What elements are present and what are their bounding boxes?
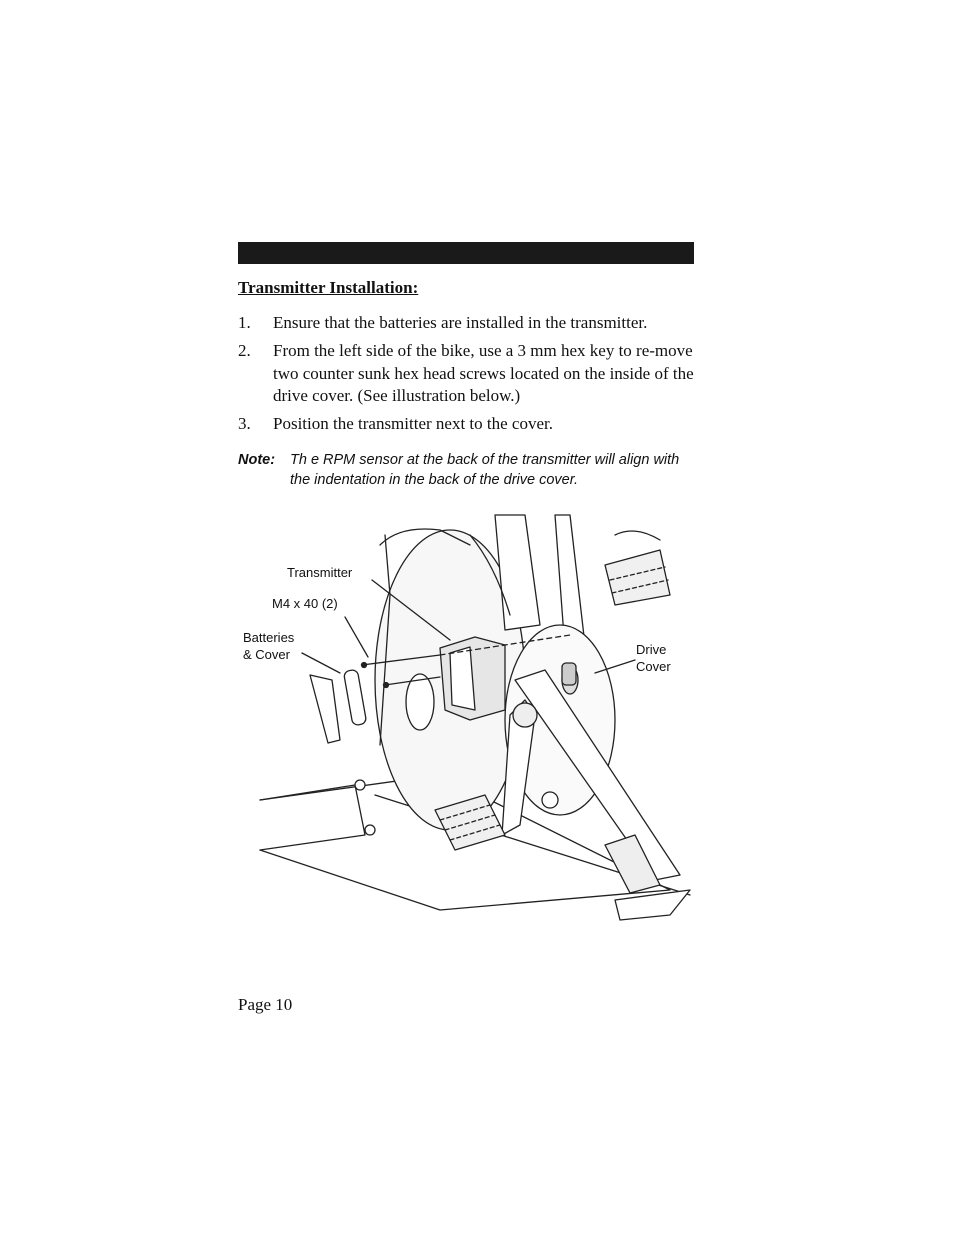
step-text: From the left side of the bike, use a 3 mm hex key to re-move two counter sunk hex head screws located on the inside of the drive cover. (See illustration below.) xyxy=(273,341,694,405)
page-number: Page 10 xyxy=(238,995,293,1014)
step-number: 2. xyxy=(238,341,251,360)
callout-batteries-line2: & Cover xyxy=(243,647,290,662)
note-text: Th e RPM sensor at the back of the transmitter will align with the indentation in the back of the drive cover. xyxy=(290,452,680,488)
section-header-bar xyxy=(238,242,694,264)
callout-transmitter: Transmitter xyxy=(287,565,353,580)
step-2 xyxy=(238,340,698,408)
section-title: Transmitter Installation: xyxy=(238,278,419,297)
step-number: 3. xyxy=(238,414,251,433)
callout-drive-line2: Cover xyxy=(636,659,671,674)
callout-screws: M4 x 40 (2) xyxy=(272,596,338,611)
step-text: Ensure that the batteries are installed in the transmitter. xyxy=(273,313,648,332)
note xyxy=(238,450,698,490)
callout-batteries-line1: Batteries xyxy=(243,630,295,645)
note-label: Note: xyxy=(238,452,276,468)
step-text: Position the transmitter next to the cover. xyxy=(273,414,553,433)
transmitter-installation-illustration xyxy=(240,505,700,930)
step-3 xyxy=(238,413,698,436)
step-number: 1. xyxy=(238,313,251,332)
step-1 xyxy=(238,312,698,335)
callout-drive-line1: Drive xyxy=(636,642,667,657)
